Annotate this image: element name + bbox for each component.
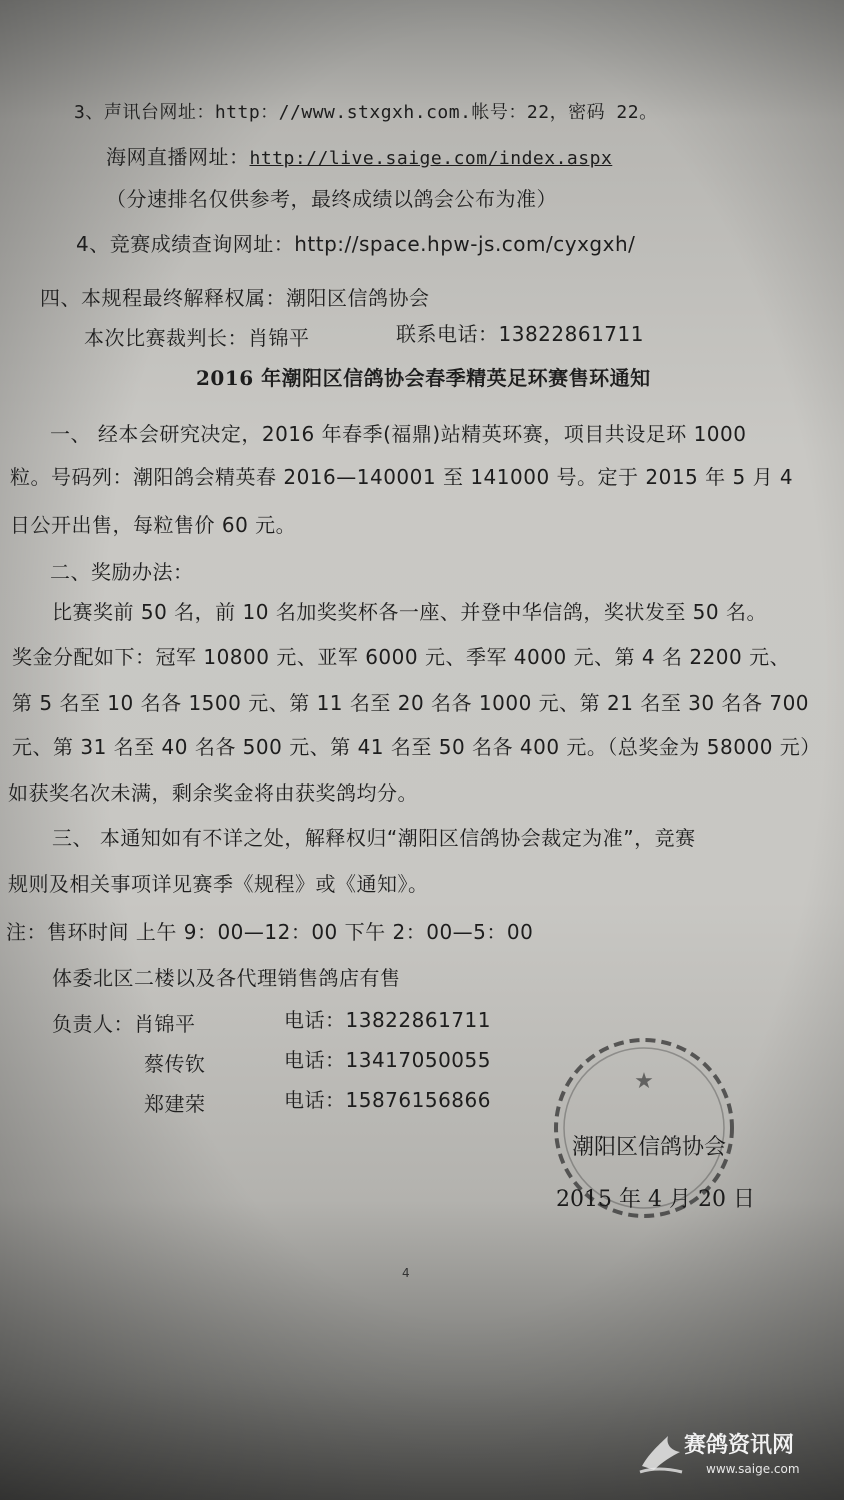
sale-time-note: 注：售环时间 上午 9：00—12：00 下午 2：00—5：00 bbox=[6, 920, 534, 944]
page-number: 4 bbox=[402, 1266, 410, 1280]
svg-text:★: ★ bbox=[634, 1069, 654, 1094]
paragraph-3-line-3: 第 5 名至 10 名各 1500 元、第 11 名至 20 名各 1000 元、第 21 名至 30 名各 700 bbox=[12, 691, 810, 715]
paragraph-3-line-4: 元、第 31 名至 40 名各 500 元、第 41 名至 50 名各 400 元。（总奖金为 58000 元） bbox=[12, 735, 821, 759]
live-site-url[interactable]: http://live.saige.com/index.aspx bbox=[249, 148, 613, 169]
date-signature: 2015 年 4 月 20 日 bbox=[556, 1187, 755, 1212]
site-watermark bbox=[636, 1420, 836, 1490]
text-line-live-site bbox=[106, 141, 612, 170]
paragraph-2-heading: 二、奖励办法： bbox=[50, 560, 194, 584]
text-line-results-site: 4、竞赛成绩查询网址：http://space.hpw-js.com/cyxgxh/ bbox=[76, 232, 636, 256]
organization-signature: 潮阳区信鸽协会 bbox=[572, 1135, 727, 1160]
contact-1-phone: 电话：13822861711 bbox=[284, 1008, 491, 1032]
sale-location: 体委北区二楼以及各代理销售鸽店有售 bbox=[52, 966, 401, 990]
watermark-text: 赛鸽资讯网 bbox=[684, 1433, 795, 1458]
text-line-referee-phone: 联系电话：13822861711 bbox=[396, 322, 644, 346]
notice-title: 2016 年潮阳区信鸽协会春季精英足环赛售环通知 bbox=[196, 366, 651, 390]
text-line-referee: 本次比赛裁判长：肖锦平 bbox=[84, 326, 310, 350]
paragraph-4-line-2: 规则及相关事项详见赛季《规程》或《通知》。 bbox=[8, 872, 429, 896]
contact-3-name: 郑建荣 bbox=[144, 1092, 206, 1116]
contact-3-phone: 电话：15876156866 bbox=[284, 1088, 491, 1112]
paragraph-1-line-3: 日公开出售，每粒售价 60 元。 bbox=[10, 513, 297, 537]
text-line-note-ranking: （分速排名仅供参考，最终成绩以鸽会公布为准） bbox=[106, 187, 557, 211]
text-line-sound-site: 3、声讯台网址：http：//www.stxgxh.com.帐号：22，密码 22。 bbox=[74, 102, 658, 123]
paragraph-3-line-1: 比赛奖前 50 名，前 10 名加奖奖杯各一座、并登中华信鸽，奖状发至 50 名。 bbox=[52, 600, 767, 624]
paragraph-4-line-1: 三、 本通知如有不详之处，解释权归“潮阳区信鸽协会裁定为准”，竞赛 bbox=[52, 826, 696, 850]
paragraph-1-line-2: 粒。号码列：潮阳鸽会精英春 2016—140001 至 141000 号。定于 2015 年 5 月 4 bbox=[10, 465, 794, 489]
paragraph-3-line-2: 奖金分配如下：冠军 10800 元、亚军 6000 元、季军 4000 元、第 4 名 2200 元、 bbox=[12, 645, 791, 669]
pigeon-logo-icon bbox=[636, 1422, 686, 1482]
contact-2-phone: 电话：13417050055 bbox=[284, 1048, 491, 1072]
text-line-interpretation: 四、本规程最终解释权属：潮阳区信鸽协会 bbox=[40, 286, 430, 310]
live-site-label: 海网直播网址： bbox=[106, 145, 250, 169]
paragraph-1-line-1: 一、 经本会研究决定，2016 年春季(福鼎)站精英环赛，项目共设足环 1000 bbox=[50, 422, 747, 446]
contact-2-name: 蔡传钦 bbox=[144, 1052, 206, 1076]
contact-1-name: 负责人：肖锦平 bbox=[52, 1012, 196, 1036]
watermark-url[interactable]: www.saige.com bbox=[706, 1462, 800, 1476]
paragraph-3-line-5: 如获奖名次未满，剩余奖金将由获奖鸽均分。 bbox=[8, 781, 418, 805]
